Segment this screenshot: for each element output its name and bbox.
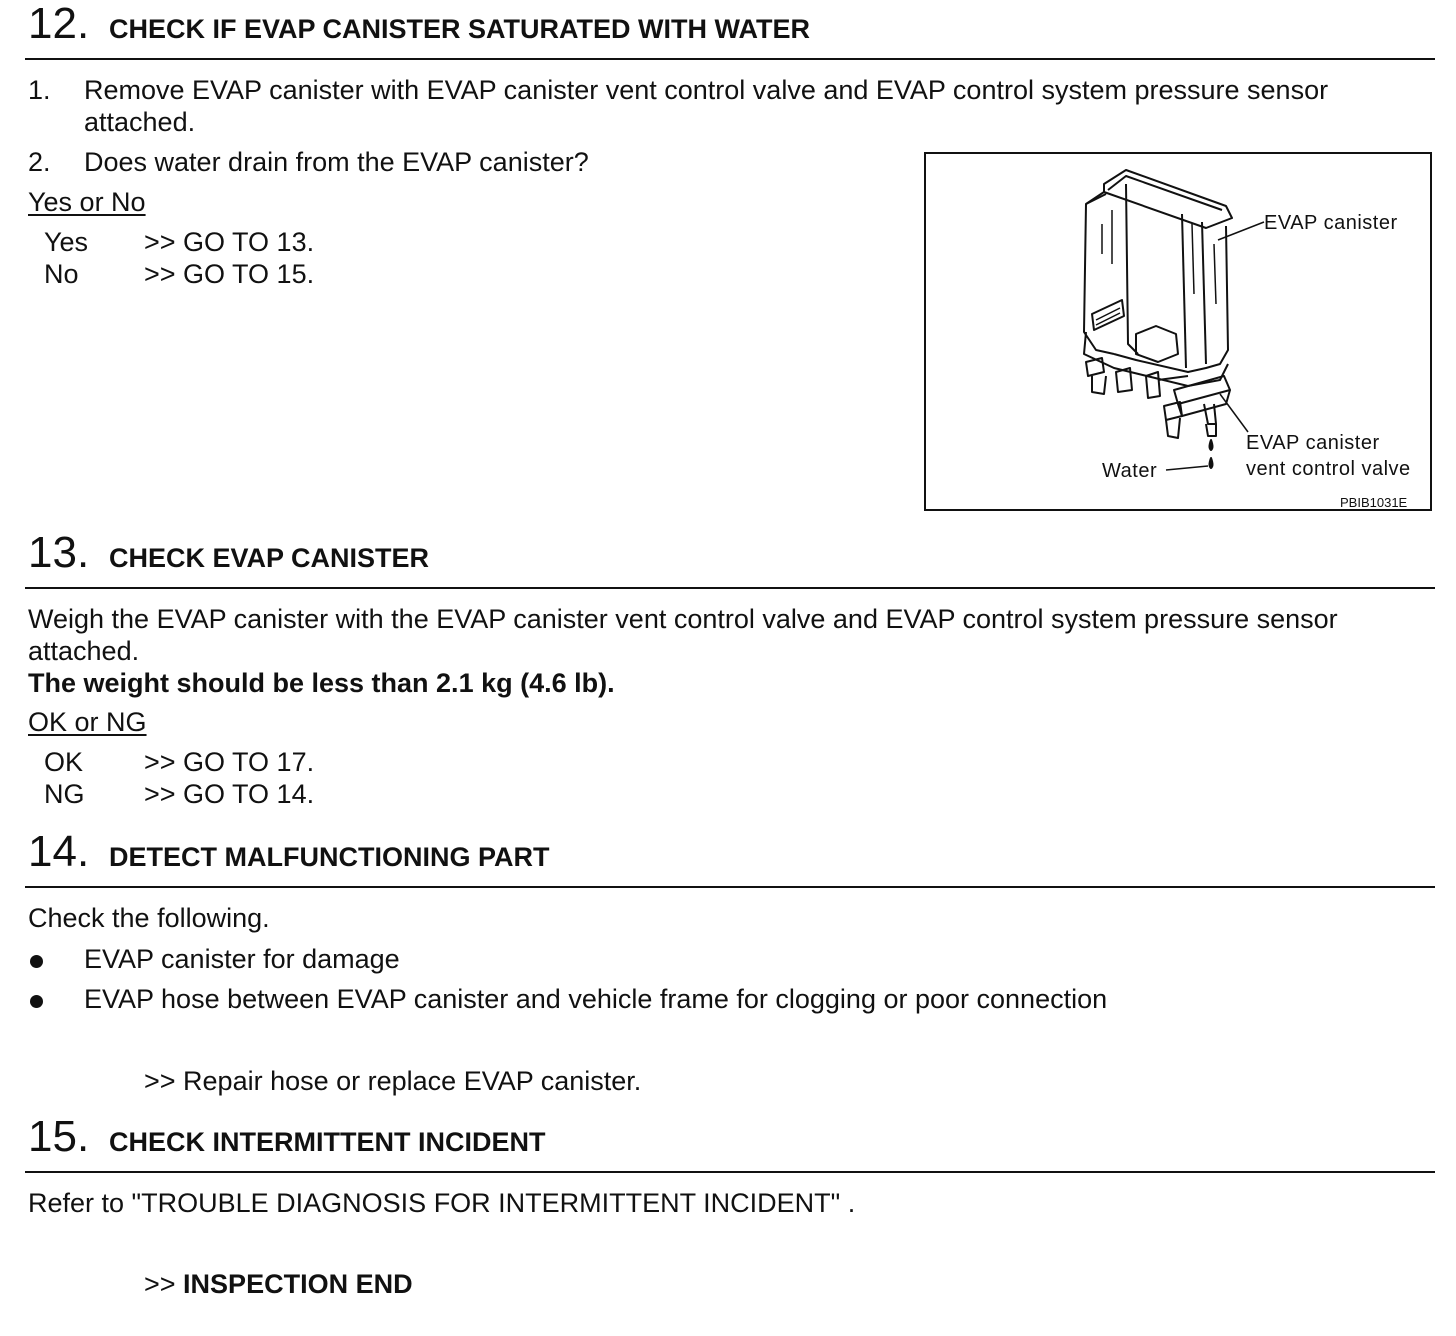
step-15-refer-line [28,1187,855,1219]
step-14-intro: Check the following. [28,903,270,933]
step-14-bullet-1: EVAP canister for damage [84,944,400,974]
step-13-spec: The weight should be less than 2.1 kg (4.6 lb). [28,668,615,698]
step-12-question: Yes or No [28,187,146,217]
step-12-item-2-number: 2. [28,147,51,177]
step-15-action [144,1268,413,1300]
step-13-question: OK or NG [28,707,147,737]
evap-canister-figure [924,152,1432,511]
step-12-answer-yes-label: Yes [44,227,89,257]
step-14-number: 14. [28,827,90,876]
evap-canister-illustration [926,154,1430,509]
step-14-divider [25,886,1435,888]
step-15-number: 15. [28,1112,90,1161]
step-12-item-1-text: Remove EVAP canister with EVAP canister vent control valve and EVAP control system pressure sensor [84,75,1329,105]
step-14-title: DETECT MALFUNCTIONING PART [109,842,550,872]
step-12-item-2-text: Does water drain from the EVAP canister? [84,147,589,177]
step-13-answer-ng-action: >> GO TO 14. [144,779,315,809]
step-12-title: CHECK IF EVAP CANISTER SATURATED WITH WATER [109,14,810,44]
step-15-title: CHECK INTERMITTENT INCIDENT [109,1127,546,1157]
figure-label-water: Water [1102,460,1158,482]
step-13-answer-ng-label: NG [44,779,85,809]
figure-label-vent-valve-line2: vent control valve [1246,458,1411,480]
bullet-dot-icon [30,955,43,968]
step-15-refer-prefix: Refer to [28,1188,132,1218]
intermittent-incident-link[interactable]: "TROUBLE DIAGNOSIS FOR INTERMITTENT INCIDENT" . [131,1188,856,1218]
bullet-dot-icon [30,995,43,1008]
figure-code: PBIB1031E [1340,495,1408,510]
figure-label-vent-valve-line1: EVAP canister [1246,432,1380,454]
step-12-answer-no-label: No [44,259,79,289]
step-13-number: 13. [28,528,90,577]
figure-label-evap-canister: EVAP canister [1264,212,1398,234]
step-12-number: 12. [28,0,90,48]
step-13-divider [25,587,1435,589]
step-15-divider [25,1171,1435,1173]
step-12-answer-no-action: >> GO TO 15. [144,259,315,289]
step-12-item-1-text-cont: attached. [84,107,196,137]
step-14-bullet-2: EVAP hose between EVAP canister and vehicle frame for clogging or poor connection [84,984,1108,1014]
step-13-instruction-cont: attached. [28,636,140,666]
step-12-divider [25,58,1435,60]
step-14-action: >> Repair hose or replace EVAP canister. [144,1066,642,1096]
step-13-title: CHECK EVAP CANISTER [109,543,430,573]
step-13-answer-ok-label: OK [44,747,84,777]
step-13-answer-ok-action: >> GO TO 17. [144,747,315,777]
step-13-instruction: Weigh the EVAP canister with the EVAP canister vent control valve and EVAP control system pressure sensor [28,604,1338,634]
step-12-answer-yes-action: >> GO TO 13. [144,227,315,257]
step-12-item-1-number: 1. [28,75,51,105]
step-15-action-bold: INSPECTION END [183,1269,413,1299]
step-15-action-prefix: >> [144,1269,184,1299]
